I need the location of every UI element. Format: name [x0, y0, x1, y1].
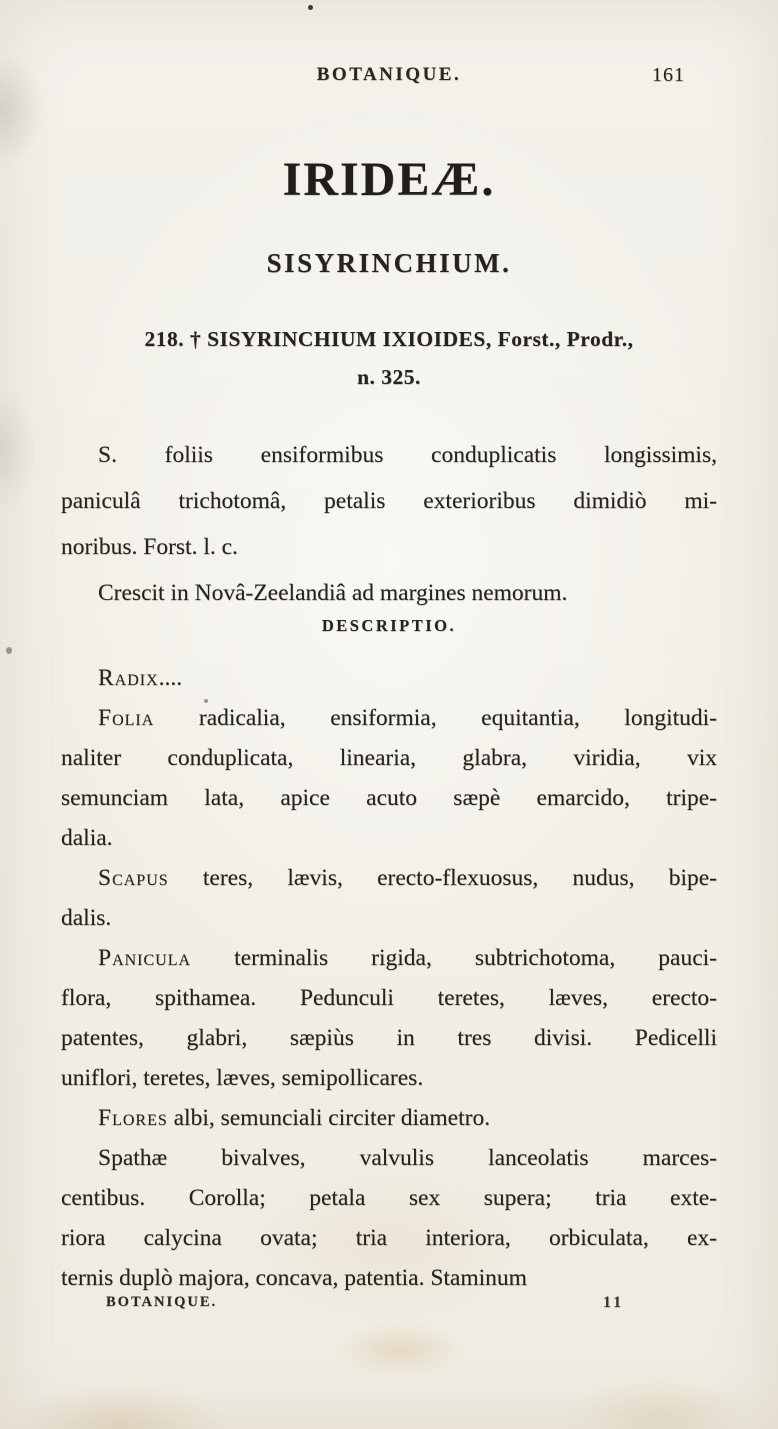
- paragraph-radix: [61, 658, 717, 698]
- text-line: riora calycina ovata; tria interiora, orbiculata, ex-: [61, 1225, 717, 1251]
- paragraph-habitat: [61, 570, 717, 616]
- footer-row: [61, 1294, 717, 1320]
- text-line: S. foliis ensiformibus conduplicatis longissimis,: [98, 442, 717, 468]
- footer-sheet-mark: 11: [603, 1294, 625, 1311]
- text-line: Scapus teres, lævis, erecto-flexuosus, nudus, bipe-: [98, 865, 717, 891]
- text-line: dalia.: [61, 825, 113, 851]
- page-number: 161: [652, 64, 685, 86]
- text-line: flora, spithamea. Pedunculi teretes, læves, erecto-: [61, 985, 717, 1011]
- smallcaps-lead-word: Radix: [98, 665, 159, 691]
- ink-speck: [308, 5, 313, 10]
- text-line: dalis.: [61, 905, 112, 931]
- text-line: patentes, glabri, sæpiùs in tres divisi. Pedicelli: [61, 1025, 717, 1051]
- genus-title: SISYRINCHIUM.: [266, 248, 512, 278]
- smallcaps-lead-word: Folia: [98, 705, 155, 731]
- text-line: Spathæ bivalves, valvulis lanceolatis marces-: [98, 1145, 717, 1171]
- smallcaps-lead-word: Panicula: [98, 945, 192, 971]
- family-title: IRIDEÆ.: [282, 153, 496, 206]
- species-entry-line2: n. 325.: [357, 365, 421, 389]
- paragraph-panicula: [61, 938, 717, 1098]
- text-line: noribus. Forst. l. c.: [61, 534, 238, 560]
- text-line: Crescit in Novâ-Zeelandiâ ad margines nemorum.: [98, 580, 568, 606]
- text-line: ternis duplò majora, concava, patentia. Staminum: [61, 1265, 527, 1291]
- smallcaps-lead-word: Scapus: [98, 865, 169, 891]
- species-entry-line1: 218. † SISYRINCHIUM IXIOIDES, Forst., Prodr.,: [144, 327, 634, 351]
- descriptio-heading: DESCRIPTIO.: [321, 616, 457, 635]
- running-header-row: [61, 64, 717, 96]
- diagnosis-text-block: [61, 432, 717, 616]
- text-line: centibus. Corolla; petala sex supera; tria exte-: [61, 1185, 717, 1211]
- description-text-block: [61, 658, 717, 1298]
- text-line: paniculâ trichotomâ, petalis exterioribus dimidiò mi-: [61, 488, 717, 514]
- text-line: Flores albi, semunciali circiter diametro.: [98, 1105, 491, 1131]
- text-line: semunciam lata, apice acuto sæpè emarcido, tripe-: [61, 785, 717, 811]
- running-header: BOTANIQUE.: [316, 64, 462, 85]
- text-line: naliter conduplicata, linearia, glabra, viridia, vix: [61, 745, 717, 771]
- paragraph-spathae: [61, 1138, 717, 1298]
- text-line: uniflori, teretes, læves, semipollicares.: [61, 1065, 424, 1091]
- paragraph-folia: [61, 698, 717, 858]
- paragraph-diagnosis: [61, 432, 717, 570]
- text-line: Panicula terminalis rigida, subtrichotoma, pauci-: [98, 945, 717, 971]
- paragraph-flores: [61, 1098, 717, 1138]
- footer-signature: BOTANIQUE.: [106, 1294, 218, 1310]
- text-line: Folia radicalia, ensiformia, equitantia, longitudi-: [98, 705, 717, 731]
- ink-speck: [6, 647, 12, 654]
- text-line: Radix....: [98, 665, 183, 691]
- species-entry-heading: [61, 320, 717, 396]
- paragraph-scapus: [61, 858, 717, 938]
- smallcaps-lead-word: Flores: [98, 1105, 168, 1131]
